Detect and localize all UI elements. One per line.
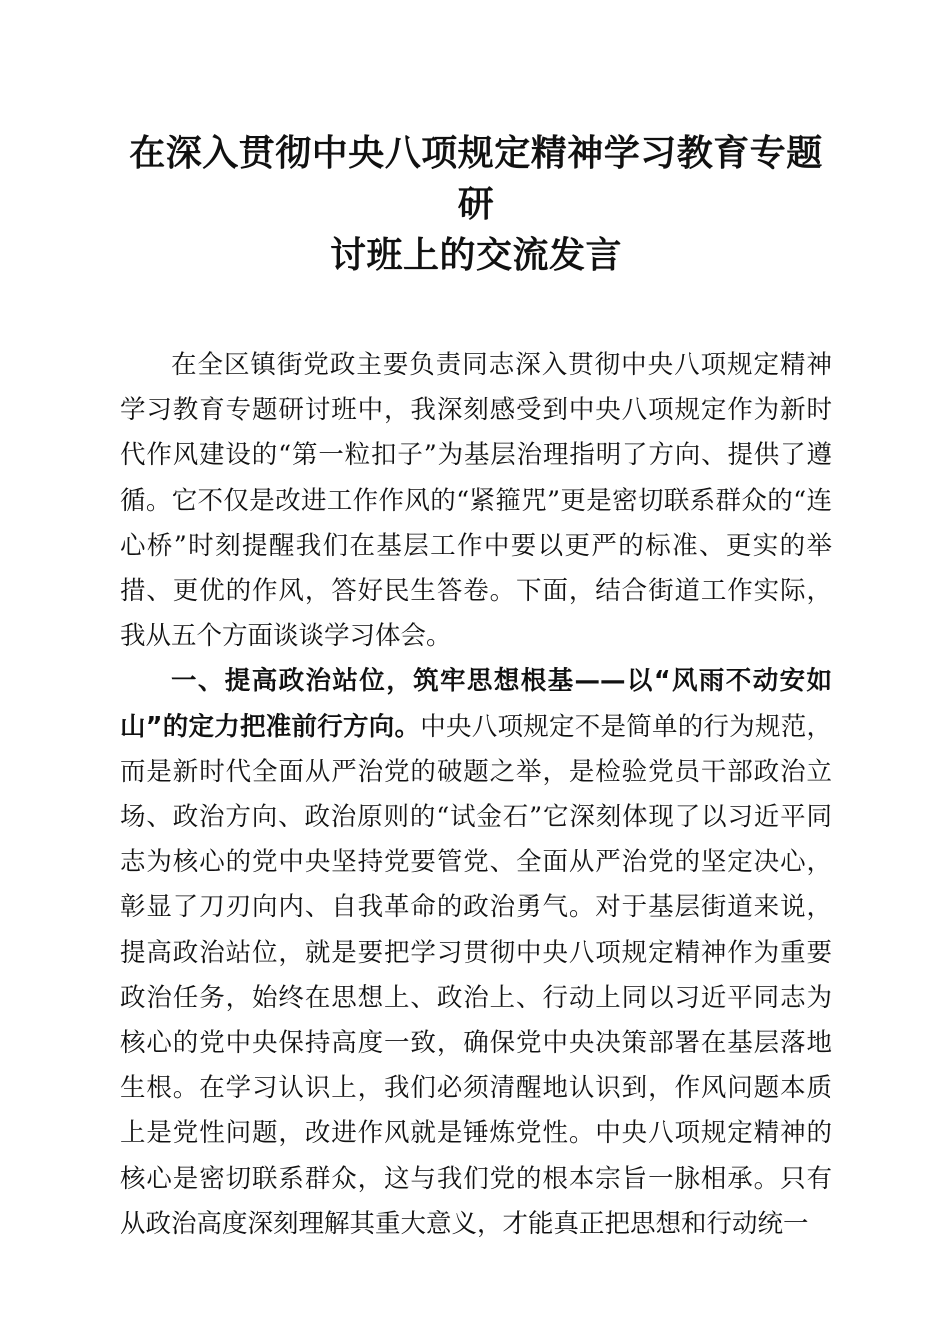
intro-paragraph: 在全区镇街党政主要负责同志深入贯彻中央八项规定精神学习教育专题研讨班中，我深刻感受到中央八项规定作为新时代作风建设的“第一粒扣子”为基层治理指明了方向、提供了遵循。它不仅是改进工作作风的“紧箍咒”更是密切联系群众的“连心桥”时刻提醒我们在基层工作中要以更严的标准、更实的举措、更优的作风，答好民生答卷。下面，结合街道工作实际，我从五个方面谈谈学习体会。 bbox=[120, 350, 832, 652]
document-body bbox=[120, 343, 832, 1247]
section-1-paragraph bbox=[120, 659, 832, 1247]
section-1-body: 中央八项规定不是简单的行为规范，而是新时代全面从严治党的破题之举，是检验党员干部政治立场、政治方向、政治原则的“试金石”它深刻体现了以习近平同志为核心的党中央坚持党要管党、全面从严治党的坚定决心，彰显了刀刃向内、自我革命的政治勇气。对于基层街道来说，提高政治站位，就是要把学习贯彻中央八项规定精神作为重要政治任务，始终在思想上、政治上、行动上同以习近平同志为核心的党中央保持高度一致，确保党中央决策部署在基层落地生根。在学习认识上，我们必须清醒地认识到，作风问题本质上是党性问题，改进作风就是锤炼党性。中央八项规定精神的核心是密切联系群众，这与我们党的根本宗旨一脉相承。只有从政治高度深刻理解其重大意义，才能真正把思想和行动统一 bbox=[120, 711, 832, 1239]
title-line-1: 在深入贯彻中央八项规定精神学习教育专题研 bbox=[129, 132, 823, 225]
document-title bbox=[120, 128, 832, 281]
title-line-2: 讨班上的交流发言 bbox=[329, 234, 622, 276]
section-1-heading: 一、提高政治站位，筑牢思想根基——以“风雨不动安如山”的定力把准前行方向。 bbox=[120, 666, 832, 742]
